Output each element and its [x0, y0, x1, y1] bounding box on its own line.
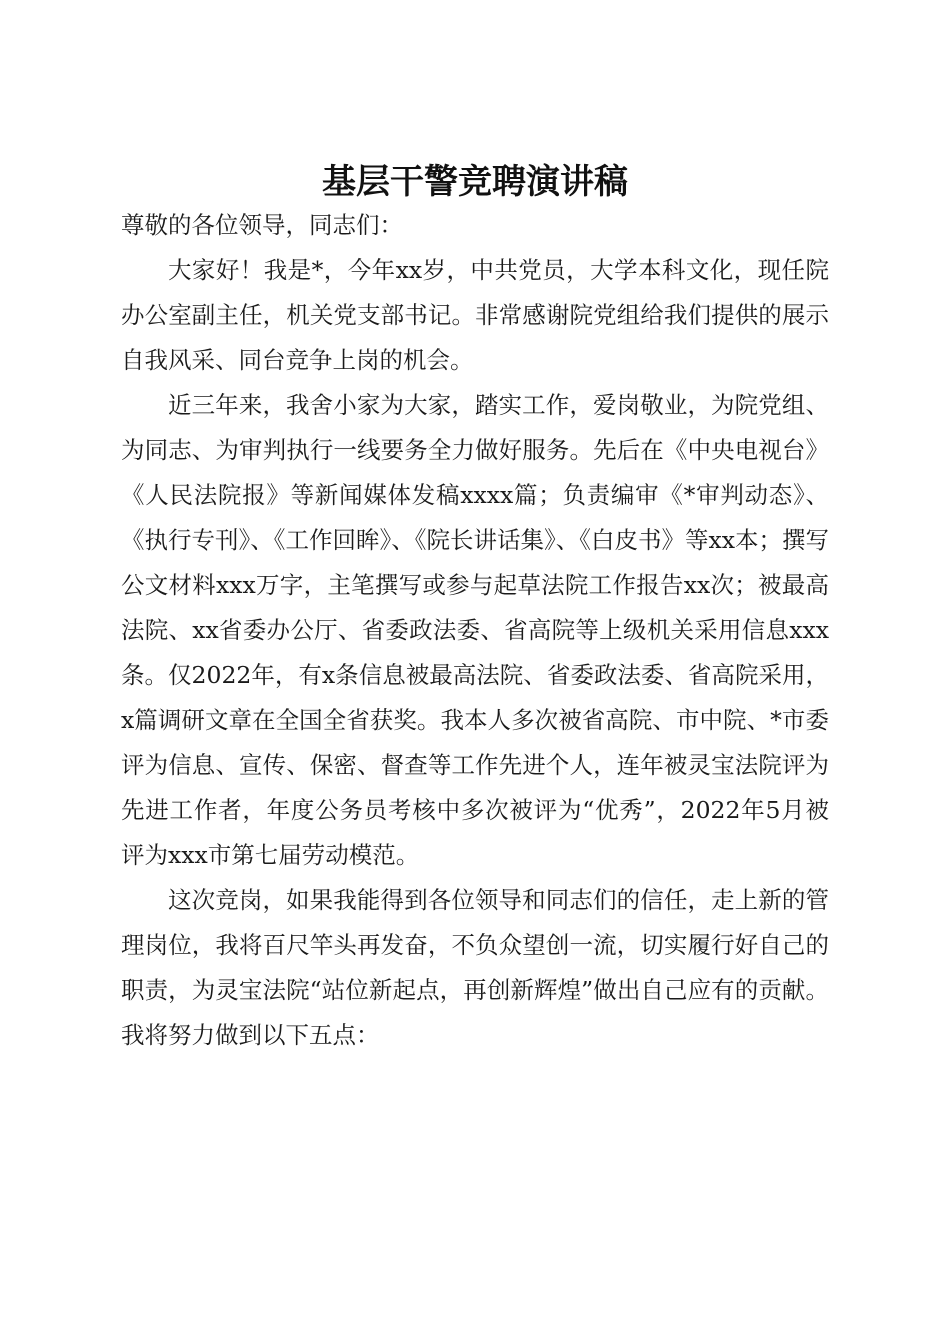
paragraph-commitment: 这次竞岗，如果我能得到各位领导和同志们的信任，走上新的管理岗位，我将百尺竿头再发奋，不负众望创一流，切实履行好自己的职责，为灵宝法院“站位新起点，再创新辉煌”做出自己应有的贡献。我将努力做到以下五点： [121, 886, 829, 1049]
document-body [121, 203, 829, 1058]
document-title: 基层干警竞聘演讲稿 [322, 161, 628, 202]
paragraph-achievements: 近三年来，我舍小家为大家，踏实工作，爱岗敬业，为院党组、为同志、为审判执行一线要务全力做好服务。先后在《中央电视台》《人民法院报》等新闻媒体发稿xxxx篇；负责编审《*审判动态》、《执行专刊》、《工作回眸》、《院长讲话集》、《白皮书》等xx本；撰写公文材料xxx万字，主笔撰写或参与起草法院工作报告xx次；被最高法院、xx省委办公厅、省委政法委、省高院等上级机关采用信息xxx条。仅2022年，有x条信息被最高法院、省委政法委、省高院采用，x篇调研文章在全国全省获奖。我本人多次被省高院、市中院、*市委评为信息、宣传、保密、督查等工作先进个人，连年被灵宝法院评为先进工作者，年度公务员考核中多次被评为“优秀”，2022年5月被评为xxx市第七届劳动模范。 [121, 391, 830, 869]
paragraph-introduction: 大家好！我是*，今年xx岁，中共党员，大学本科文化，现任院办公室副主任，机关党支部书记。非常感谢院党组给我们提供的展示自我风采、同台竞争上岗的机会。 [121, 256, 829, 374]
salutation: 尊敬的各位领导，同志们： [121, 211, 403, 239]
